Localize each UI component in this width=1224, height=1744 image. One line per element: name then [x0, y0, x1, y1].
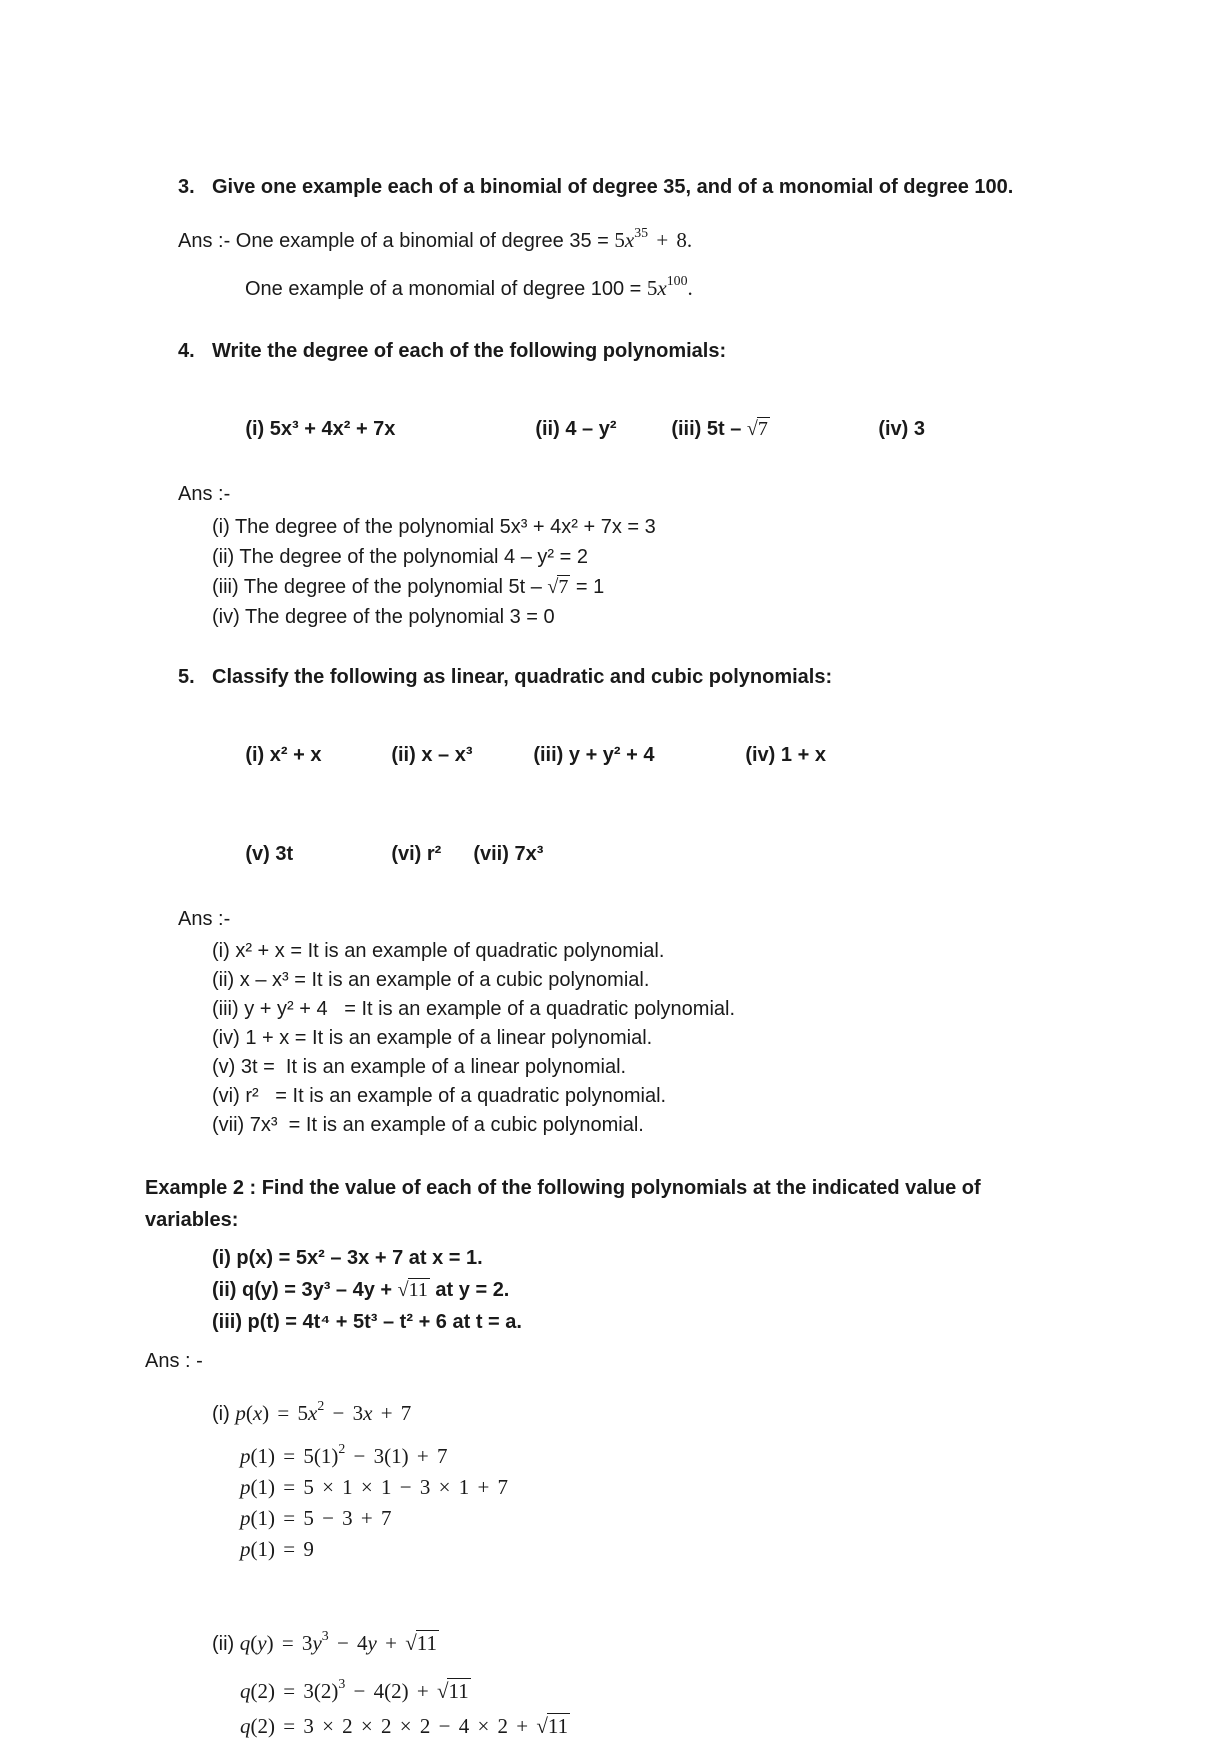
- example-item-ii: (ii) q(y) = 3y³ – 4y + √11 at y = 2.: [212, 1278, 510, 1301]
- option-vii: (vii) 7x³: [473, 842, 544, 865]
- math-line: [240, 1472, 1224, 1503]
- answer-iii: (iii) y + y² + 4 = It is an example of a quadratic polynomial.: [212, 997, 736, 1020]
- answer-ii: (ii) The degree of the polynomial 4 – y² = 2: [212, 545, 588, 568]
- example-item-i: (i) p(x) = 5x² – 3x + 7 at x = 1.: [212, 1246, 483, 1269]
- example-item-iii: (iii) p(t) = 4t⁴ + 5t³ – t² + 6 at t = a.: [212, 1310, 522, 1333]
- math-expression: p(1) = 9: [240, 1536, 314, 1561]
- answer-vi: (vi) r² = It is an example of a quadratic polynomial.: [212, 1084, 667, 1107]
- answer-ii: (ii) x – x³ = It is an example of a cubic polynomial.: [212, 968, 650, 991]
- question-3-number: 3.: [178, 176, 195, 198]
- question-3-title: Give one example each of a binomial of degree 35, and of a monomial of degree 100.: [212, 176, 1014, 198]
- question-5: [0, 662, 1224, 1140]
- option-iii: (iii) 5t – √7: [671, 417, 768, 440]
- answer-i: (i) The degree of the polynomial 5x³ + 4x² + 7x = 3: [212, 515, 656, 538]
- answer-iv: (iv) The degree of the polynomial 3 = 0: [212, 605, 555, 628]
- math-expression: $p(1) = 5(1)^2 - 3(1) + 7$: [240, 1440, 448, 1468]
- option-iv: (iv) 3: [878, 417, 926, 440]
- answer-label: Ans : -: [145, 1349, 203, 1372]
- option-vi: (vi) r²: [391, 842, 442, 865]
- math-line: [212, 1386, 1224, 1434]
- answer-iv: (iv) 1 + x = It is an example of a linear polynomial.: [212, 1026, 653, 1049]
- question-4-heading: [178, 336, 1224, 366]
- answer-label: Ans :-: [178, 907, 231, 930]
- item-marker: (i): [212, 1402, 236, 1425]
- answer-iii: (iii) The degree of the polynomial 5t – √7 = 1: [212, 575, 605, 598]
- option-v: (v) 3t: [245, 842, 294, 865]
- question-3-heading: [178, 172, 1224, 202]
- math-expression: $q(2) = 3(2)^3 - 4(2) + √11$: [240, 1675, 469, 1703]
- working-part-ii: [0, 1613, 1224, 1744]
- question-4-options: [212, 380, 1224, 479]
- math-line: [240, 1503, 1224, 1534]
- option-i: (i) x² + x: [245, 743, 322, 766]
- option-i: (i) 5x³ + 4x² + 7x: [245, 417, 396, 440]
- example-2-items: [0, 1242, 1224, 1338]
- question-3: [0, 172, 1224, 306]
- question-5-heading: [178, 662, 1224, 692]
- math-expression: $5x^{35} + 8$.: [614, 225, 693, 252]
- question-4: [0, 336, 1224, 632]
- option-iv: (iv) 1 + x: [745, 743, 826, 766]
- question-5-options-row-2: [212, 805, 1224, 904]
- math-expression: $5x^{100}$.: [646, 272, 693, 300]
- answer-i: (i) x² + x = It is an example of quadratic polynomial.: [212, 939, 665, 962]
- math-line: [240, 1534, 1224, 1565]
- math-line: [240, 1709, 1224, 1744]
- question-3-answer-line-2: [245, 264, 1224, 306]
- answer-vii: (vii) 7x³ = It is an example of a cubic polynomial.: [212, 1113, 644, 1136]
- question-4-title: Write the degree of each of the following polynomials:: [212, 339, 727, 362]
- question-5-answers: [0, 937, 1224, 1140]
- question-4-number: 4.: [178, 339, 195, 362]
- math-line: [240, 1434, 1224, 1472]
- question-5-options-row-1: [212, 706, 1224, 805]
- question-5-title: Classify the following as linear, quadratic and cubic polynomials:: [212, 665, 833, 688]
- example-2-title: Example 2 : Find the value of each of the following polynomials at the indicated value of variables:: [145, 1176, 981, 1231]
- working-part-i: [0, 1386, 1224, 1565]
- question-3-answer-line-1: [178, 216, 1224, 258]
- math-line: [240, 1667, 1224, 1709]
- math-expression: p(1) = 5 − 3 + 7: [240, 1505, 392, 1530]
- question-5-number: 5.: [178, 665, 195, 688]
- question-4-answers: [0, 512, 1224, 632]
- example-2: [0, 1172, 1224, 1744]
- math-expression: $q(y) = 3y^3 - 4y + √11$: [239, 1627, 437, 1655]
- math-line: [212, 1613, 1224, 1667]
- math-expression: p(1) = 5 × 1 × 1 − 3 × 1 + 7: [240, 1474, 509, 1499]
- answer-label: Ans :-: [178, 482, 231, 505]
- option-ii: (ii) 4 – y²: [535, 417, 617, 440]
- math-expression: q(2) = 3 × 2 × 2 × 2 − 4 × 2 + √11: [240, 1713, 569, 1738]
- answer-text: One example of a monomial of degree 100 =: [245, 277, 647, 300]
- option-ii: (ii) x – x³: [391, 743, 473, 766]
- option-iii: (iii) y + y² + 4: [533, 743, 655, 766]
- answer-v: (v) 3t = It is an example of a linear polynomial.: [212, 1055, 627, 1078]
- math-expression: $p(x) = 5x^2 - 3x + 7$: [235, 1397, 412, 1425]
- answer-text: One example of a binomial of degree 35 =: [235, 229, 615, 252]
- item-marker: (ii): [212, 1632, 240, 1655]
- answer-label: Ans :-: [178, 229, 236, 252]
